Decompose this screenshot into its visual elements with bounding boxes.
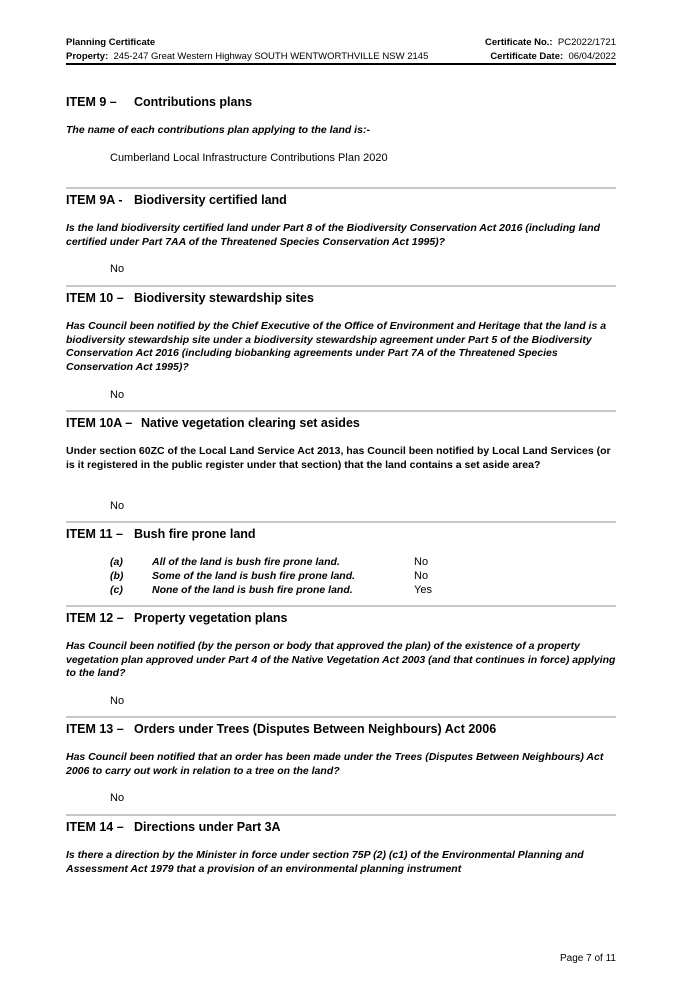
item-title: Biodiversity certified land [134, 193, 287, 207]
item-9-heading [66, 95, 252, 109]
certificate-date-label: Certificate Date: [490, 51, 564, 62]
item-question: Is there a direction by the Minister in force under section 75P (2) (c1) of the Environmental Planning and Assessment Act 1979 that a provision of an environmental planning instrument [66, 849, 584, 875]
item-answer: No [110, 263, 125, 275]
item-number: ITEM 12 – [66, 611, 124, 625]
section-divider [66, 410, 616, 412]
item-14-heading [66, 820, 281, 834]
item-number: ITEM 10 – [66, 291, 124, 305]
certificate-title: Planning Certificate [66, 37, 156, 48]
item-10-heading [66, 291, 314, 305]
item-question: Under section 60ZC of the Local Land Service Act 2013, has Council been notified by Local Land Services (or is it registered in the public register under that section) that the land contains a set aside area? [66, 445, 611, 471]
item-answer: No [110, 500, 125, 512]
item-11-heading [66, 527, 256, 541]
item-number: ITEM 9 – [66, 95, 117, 109]
certificate-no-label: Certificate No.: [485, 37, 553, 48]
item-number: ITEM 10A – [66, 416, 133, 430]
section-divider [66, 285, 616, 287]
property-label: Property: [66, 51, 109, 62]
certificate-date-value: 06/04/2022 [568, 51, 616, 62]
section-divider [66, 187, 616, 189]
row-text: Some of the land is bush fire prone land. [152, 570, 356, 582]
header-right [485, 36, 616, 64]
item-title: Native vegetation clearing set asides [141, 416, 360, 430]
item-title: Directions under Part 3A [134, 820, 281, 834]
item-number: ITEM 14 – [66, 820, 124, 834]
section-divider [66, 605, 616, 607]
header-divider [66, 63, 616, 65]
certificate-no-value: PC2022/1721 [557, 37, 616, 48]
item-title: Biodiversity stewardship sites [134, 291, 314, 305]
item-question: Is the land biodiversity certified land under Part 8 of the Biodiversity Conservation Act 2016 (including land certified under Part 7AA of the Threatened Species Conservation Act 1995)? [66, 222, 601, 248]
item-question: Has Council been notified (by the person or body that approved the plan) of the existence of a property vegetation plan approved under Part 4 of the Native Vegetation Act 2003 (and that continues in force) applying to the land? [66, 640, 616, 679]
row-value: Yes [414, 584, 432, 596]
section-divider [66, 521, 616, 523]
row-label: (c) [110, 584, 123, 596]
item-answer: Cumberland Local Infrastructure Contributions Plan 2020 [110, 152, 388, 164]
property-value: 245-247 Great Western Highway SOUTH WENTWORTHVILLE NSW 2145 [113, 51, 429, 62]
item-answer: No [110, 695, 125, 707]
item-13-heading [66, 722, 496, 736]
item-title: Bush fire prone land [134, 527, 256, 541]
row-label: (b) [110, 570, 124, 582]
row-text: None of the land is bush fire prone land. [152, 584, 353, 596]
header-left [66, 36, 428, 64]
item-question: The name of each contributions plan applying to the land is:- [66, 124, 370, 136]
item-answer: No [110, 389, 125, 401]
item-12-heading [66, 611, 288, 625]
item-title: Property vegetation plans [134, 611, 288, 625]
page-number: Page 7 of 11 [560, 953, 616, 964]
section-divider [66, 716, 616, 718]
item-title: Orders under Trees (Disputes Between Neighbours) Act 2006 [134, 722, 497, 736]
row-label: (a) [110, 556, 123, 568]
row-value: No [414, 570, 429, 582]
item-number: ITEM 9A - [66, 193, 123, 207]
item-question: Has Council been notified that an order has been made under the Trees (Disputes Between Neighbours) Act 2006 to carry out work in relation to a tree on the land? [66, 751, 604, 777]
row-value: No [414, 556, 429, 568]
item-answer: No [110, 792, 125, 804]
item-title: Contributions plans [134, 95, 253, 109]
row-text: All of the land is bush fire prone land. [152, 556, 340, 568]
item-question: Has Council been notified by the Chief Executive of the Office of Environment and Heritage that the land is a biodiversity stewardship site under a biodiversity stewardship agreement under Part 5 of the Biodiversity Conservation Act 2016 (including biobanking agreements under Part 7A of the Threatened Species Conservation Act 1995)? [66, 320, 607, 373]
item-9a-heading [66, 193, 287, 207]
item-number: ITEM 11 – [66, 527, 123, 541]
section-divider [66, 814, 616, 816]
item-10a-heading [66, 416, 360, 430]
item-number: ITEM 13 – [66, 722, 124, 736]
